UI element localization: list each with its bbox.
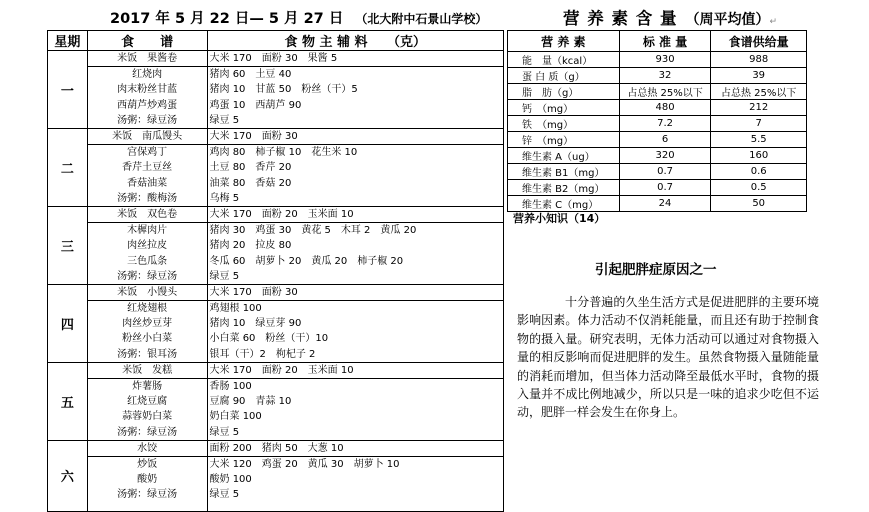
ingredient-item: 豆腐 90 青蒜 10	[209, 396, 292, 408]
header-dishes: 食 谱	[87, 31, 207, 51]
weekday-cell: 四	[48, 284, 88, 362]
ingredient-item: 银耳（干）2 枸杞子 2	[209, 348, 316, 360]
ingredient-item: 绿豆 5	[209, 426, 240, 438]
standard-value: 6	[619, 132, 711, 148]
dish-item: 红烧豆腐	[127, 396, 168, 408]
ingredient-item: 绿豆 5	[209, 114, 240, 126]
weekday-cell: 一	[48, 51, 88, 129]
weekday-cell: 五	[48, 362, 88, 440]
supplied-value: 212	[711, 100, 807, 116]
ingredients-cell	[207, 51, 503, 129]
nutrient-row	[508, 100, 807, 116]
school-name: （北大附中石景山学校）	[355, 12, 488, 26]
dish-item: 红烧肉	[88, 66, 207, 82]
ingredients-cell	[207, 284, 503, 362]
dish-item: 肉末粉丝甘蓝	[117, 84, 178, 96]
menu-day-row	[48, 284, 504, 362]
knowledge-label: 营养小知识（14）	[513, 212, 606, 225]
ingredient-item: 鸡翅根 100	[208, 300, 503, 316]
ingredient-item: 猪肉 30 鸡蛋 30 黄花 5 木耳 2 黄瓜 20	[208, 222, 503, 238]
dish-item: 蒜蓉奶白菜	[122, 411, 173, 423]
nutrient-name: 维生素 C（mg）	[508, 196, 620, 212]
dish-item: 木樨肉片	[88, 222, 207, 238]
ingredient-item: 猪肉 10 绿豆芽 90	[209, 318, 302, 330]
nutrient-name: 脂 肪（g）	[508, 84, 620, 100]
ingredient-item: 鸡肉 80 柿子椒 10 花生米 10	[208, 144, 503, 160]
standard-value: 32	[619, 68, 711, 84]
nutrient-row	[508, 132, 807, 148]
dishes-cell	[87, 284, 207, 362]
header-ingredients: 食 物 主 辅 料 （克）	[207, 31, 503, 51]
standard-value: 320	[619, 148, 711, 164]
ingredient-item: 猪肉 20 拉皮 80	[209, 240, 292, 252]
menu-title	[110, 7, 487, 28]
supplied-value: 5.5	[711, 132, 807, 148]
nutrient-row	[508, 148, 807, 164]
dishes-cell	[87, 362, 207, 440]
supplied-value: 0.6	[711, 164, 807, 180]
dish-item: 水饺	[137, 442, 158, 454]
ingredient-item: 猪肉 10 甘蓝 50 粉丝（干）5	[209, 84, 358, 96]
dish-item: 炸薯肠	[88, 378, 207, 394]
paragraph-mark-icon: ↵	[769, 17, 779, 27]
header-supplied: 食谱供给量	[711, 31, 807, 52]
article-body: 十分普遍的久坐生活方式是促进肥胖的主要环境影响因素。体力活动不仅消耗能量，而且还有助于控制食物的摄入量。研究表明，无体力活动可以通过对食物摄入量的相反影响而促进肥胖的发生。虽然食物摄入量随能量的消耗而增加，但当体力活动降至最低水平时，食物的摄入量并不成比例地减少，所以只是一味的追求少吃但不运动，肥胖一样会发生在你身上。	[517, 295, 819, 420]
ingredient-item: 冬瓜 60 胡萝卜 20 黄瓜 20 柿子椒 20	[209, 255, 404, 267]
header-weekday: 星期	[48, 31, 88, 51]
nutrient-name: 铁 （mg）	[508, 116, 620, 132]
menu-day-row	[48, 362, 504, 440]
nutrient-row	[508, 52, 807, 68]
nutrition-table	[507, 30, 807, 212]
standard-value: 480	[619, 100, 711, 116]
ingredient-item: 奶白菜 100	[209, 411, 262, 423]
dishes-cell	[87, 206, 207, 284]
menu-day-row	[48, 51, 504, 129]
ingredients-cell	[207, 440, 503, 511]
nutrient-name: 维生素 A（ug）	[508, 148, 620, 164]
dish-item: 宫保鸡丁	[88, 144, 207, 160]
date-range: 2017 年 5 月 22 日— 5 月 27 日	[110, 11, 344, 27]
dish-item: 三色瓜条	[127, 255, 168, 267]
supplied-value: 0.5	[711, 180, 807, 196]
dish-item: 西葫芦炒鸡蛋	[117, 99, 178, 111]
dish-item: 香菇油菜	[127, 177, 168, 189]
nutrient-name: 维生素 B1（mg）	[508, 164, 620, 180]
ingredients-cell	[207, 362, 503, 440]
dish-item: 米饭 小馒头	[117, 286, 178, 298]
ingredient-item: 乌梅 5	[209, 192, 240, 204]
ingredient-item: 绿豆 5	[209, 489, 240, 501]
dish-item: 米饭 发糕	[122, 364, 173, 376]
dishes-cell	[87, 51, 207, 129]
supplied-value: 50	[711, 196, 807, 212]
nutrient-row	[508, 164, 807, 180]
nutrient-row	[508, 68, 807, 84]
ingredient-item: 绿豆 5	[209, 270, 240, 282]
ingredients-cell	[207, 129, 503, 207]
ingredient-item: 大米 170 面粉 30	[209, 131, 298, 142]
ingredient-item: 土豆 80 香芹 20	[209, 162, 292, 174]
standard-value: 占总热 25%以下	[619, 84, 711, 100]
menu-header-row	[48, 31, 504, 51]
supplied-value: 占总热 25%以下	[711, 84, 807, 100]
ingredient-item: 小白菜 60 粉丝（干）10	[209, 333, 329, 345]
nutrient-row	[508, 180, 807, 196]
supplied-value: 7	[711, 116, 807, 132]
menu-day-row	[48, 129, 504, 207]
dish-item: 汤粥：绿豆汤	[117, 426, 178, 438]
standard-value: 0.7	[619, 164, 711, 180]
dish-item: 米饭 双色卷	[117, 208, 178, 220]
ingredient-item: 大米 170 面粉 20 玉米面 10	[209, 364, 354, 376]
dishes-cell	[87, 440, 207, 511]
dish-item: 肉丝拉皮	[127, 240, 168, 252]
nutrient-name: 钙 （mg）	[508, 100, 620, 116]
ingredient-item: 大米 170 面粉 30 果酱 5	[209, 53, 338, 64]
ingredient-item: 大米 170 面粉 20 玉米面 10	[209, 208, 354, 220]
nutrient-name: 蛋 白 质（g）	[508, 68, 620, 84]
dish-item: 粉丝小白菜	[122, 333, 173, 345]
nutrient-row	[508, 116, 807, 132]
nutrient-name: 能 量（kcal）	[508, 52, 620, 68]
menu-day-row	[48, 440, 504, 511]
nutrition-subtitle: （周平均值）	[685, 12, 770, 28]
ingredient-item: 香肠 100	[208, 378, 503, 394]
supplied-value: 160	[711, 148, 807, 164]
nutrient-name: 锌 （mg）	[508, 132, 620, 148]
dish-item: 香芹土豆丝	[122, 162, 173, 174]
dish-item: 红烧翅根	[88, 300, 207, 316]
dishes-cell	[87, 129, 207, 207]
supplied-value: 988	[711, 52, 807, 68]
header-nutrient: 营 养 素	[508, 31, 620, 52]
menu-day-row	[48, 206, 504, 284]
ingredient-item: 面粉 200 猪肉 50 大葱 10	[209, 442, 344, 454]
dish-item: 酸奶	[137, 474, 158, 486]
article-title: 引起肥胖症原因之一	[595, 262, 717, 278]
dish-item: 米饭 南瓜馒头	[112, 131, 183, 142]
standard-value: 7.2	[619, 116, 711, 132]
ingredient-item: 酸奶 100	[209, 474, 252, 486]
ingredient-item: 鸡蛋 10 西葫芦 90	[209, 99, 302, 111]
weekday-cell: 二	[48, 129, 88, 207]
nutrition-header-row	[508, 31, 807, 52]
weekday-cell: 三	[48, 206, 88, 284]
weekday-cell: 六	[48, 440, 88, 511]
dish-item: 肉丝炒豆芽	[122, 318, 173, 330]
ingredient-item: 油菜 80 香菇 20	[209, 177, 292, 189]
ingredients-cell	[207, 206, 503, 284]
dish-item: 汤粥：绿豆汤	[117, 489, 178, 501]
ingredient-item: 大米 120 鸡蛋 20 黄瓜 30 胡萝卜 10	[208, 456, 503, 472]
dish-item: 汤粥：绿豆汤	[117, 114, 178, 126]
dish-item: 汤粥：绿豆汤	[117, 270, 178, 282]
weekly-menu-table	[47, 30, 504, 512]
dish-item: 炒饭	[88, 456, 207, 472]
nutrient-row	[508, 84, 807, 100]
ingredient-item: 大米 170 面粉 30	[209, 286, 298, 298]
dish-item: 汤粥：酸梅汤	[117, 192, 178, 204]
header-standard: 标 准 量	[619, 31, 711, 52]
supplied-value: 39	[711, 68, 807, 84]
nutrient-name: 维生素 B2（mg）	[508, 180, 620, 196]
ingredient-item: 猪肉 60 土豆 40	[208, 66, 503, 82]
standard-value: 24	[619, 196, 711, 212]
nutrition-title-text: 营 养 素 含 量	[563, 9, 678, 28]
nutrition-title	[563, 5, 778, 29]
dish-item: 汤粥：银耳汤	[117, 348, 178, 360]
standard-value: 0.7	[619, 180, 711, 196]
standard-value: 930	[619, 52, 711, 68]
dish-item: 米饭 果酱卷	[117, 53, 178, 64]
